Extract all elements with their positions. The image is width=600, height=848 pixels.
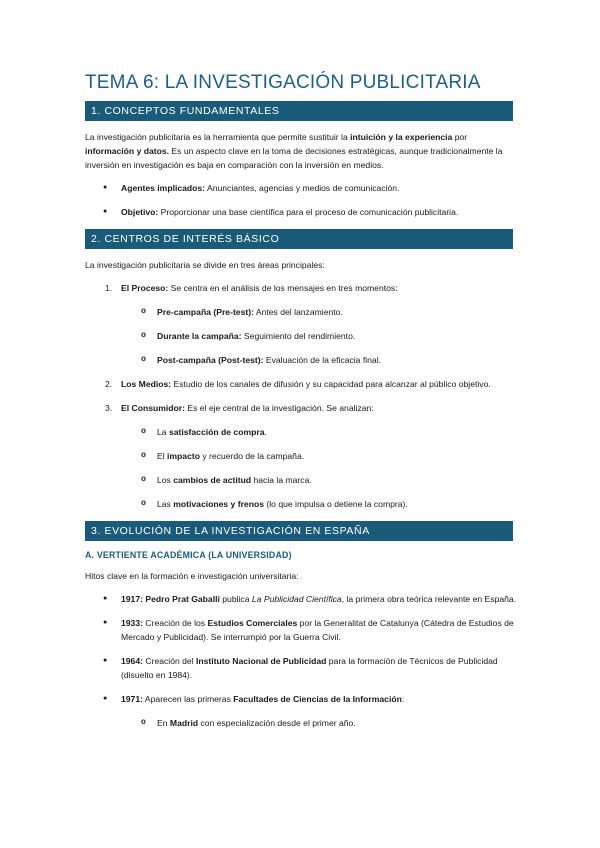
section-1-bullets bbox=[85, 181, 518, 219]
sub-list-item: o Durante la campaña: Seguimiento del rendimiento. bbox=[85, 329, 518, 343]
section-3-intro: Hitos clave en la formación e investigación universitaria: bbox=[85, 571, 299, 581]
sub-list-item: o Las motivaciones y frenos (lo que impulsa o detiene la compra). bbox=[85, 497, 518, 511]
sub-list-item: o Pre-campaña (Pre-test): Antes del lanzamiento. bbox=[85, 305, 518, 319]
list-item: ● Objetivo: Proporcionar una base científica para el proceso de comunicación publicitaria. bbox=[85, 205, 518, 219]
list-item: 2. Los Medios: Estudio de los canales de difusión y su capacidad para alcanzar al público objetivo. bbox=[105, 379, 491, 389]
page-title: TEMA 6: LA INVESTIGACIÓN PUBLICITARIA bbox=[85, 72, 481, 93]
section-heading-2: 2. CENTROS DE INTERÉS BÁSICO bbox=[85, 229, 513, 249]
sub-list-item: o El impacto y recuerdo de la campaña. bbox=[85, 449, 518, 463]
sub-list-item: o Los cambios de actitud hacia la marca. bbox=[85, 473, 518, 487]
list-item: ● Agentes implicados: Anunciantes, agencias y medios de comunicación. bbox=[85, 181, 518, 195]
sub-list-item: o Post-campaña (Post-test): Evaluación de la eficacia final. bbox=[85, 353, 518, 367]
list-item: 3. El Consumidor: Es el eje central de la investigación. Se analizan: bbox=[105, 403, 374, 413]
section-3-milestones bbox=[85, 592, 518, 730]
list-item: ● 1971: Aparecen las primeras Facultades de Ciencias de la Información: bbox=[85, 692, 518, 706]
list-item: 1. El Proceso: Se centra en el análisis de los mensajes en tres momentos: bbox=[105, 283, 398, 293]
sub-list-item: o La satisfacción de compra. bbox=[85, 425, 518, 439]
section-2-list bbox=[85, 281, 518, 511]
list-item: ● 1933: Creación de los Estudios Comerciales por la Generalitat de Catalunya (Cátedra de Estudios de Mercado y Publicidad). Se interrumpió por la Guerra Civil. bbox=[85, 616, 518, 644]
section-1-intro: La investigación publicitaria es la herramienta que permite sustituir la intuición y la experiencia por información y datos. Es un aspecto clave en la toma de decisiones estratégicas, aunque tradicionalmente la inversión en investigación es baja en comparación con la inversión en medios. bbox=[85, 132, 503, 170]
section-heading-1: 1. CONCEPTOS FUNDAMENTALES bbox=[85, 101, 513, 121]
section-2-intro: La investigación publicitaria se divide en tres áreas principales: bbox=[85, 260, 325, 270]
sub-list-item: o En Madrid con especialización desde el primer año. bbox=[85, 716, 518, 730]
section-heading-3: 3. EVOLUCIÓN DE LA INVESTIGACIÓN EN ESPAÑA bbox=[85, 521, 513, 541]
list-item: ● 1917: Pedro Prat Gaballí publica La Publicidad Científica, la primera obra teórica relevante en España. bbox=[85, 592, 518, 606]
list-item: ● 1964: Creación del Instituto Nacional de Publicidad para la formación de Técnicos de Publicidad (disuelto en 1984). bbox=[85, 654, 518, 682]
subsection-heading-a: A. VERTIENTE ACADÉMICA (LA UNIVERSIDAD) bbox=[85, 550, 292, 560]
